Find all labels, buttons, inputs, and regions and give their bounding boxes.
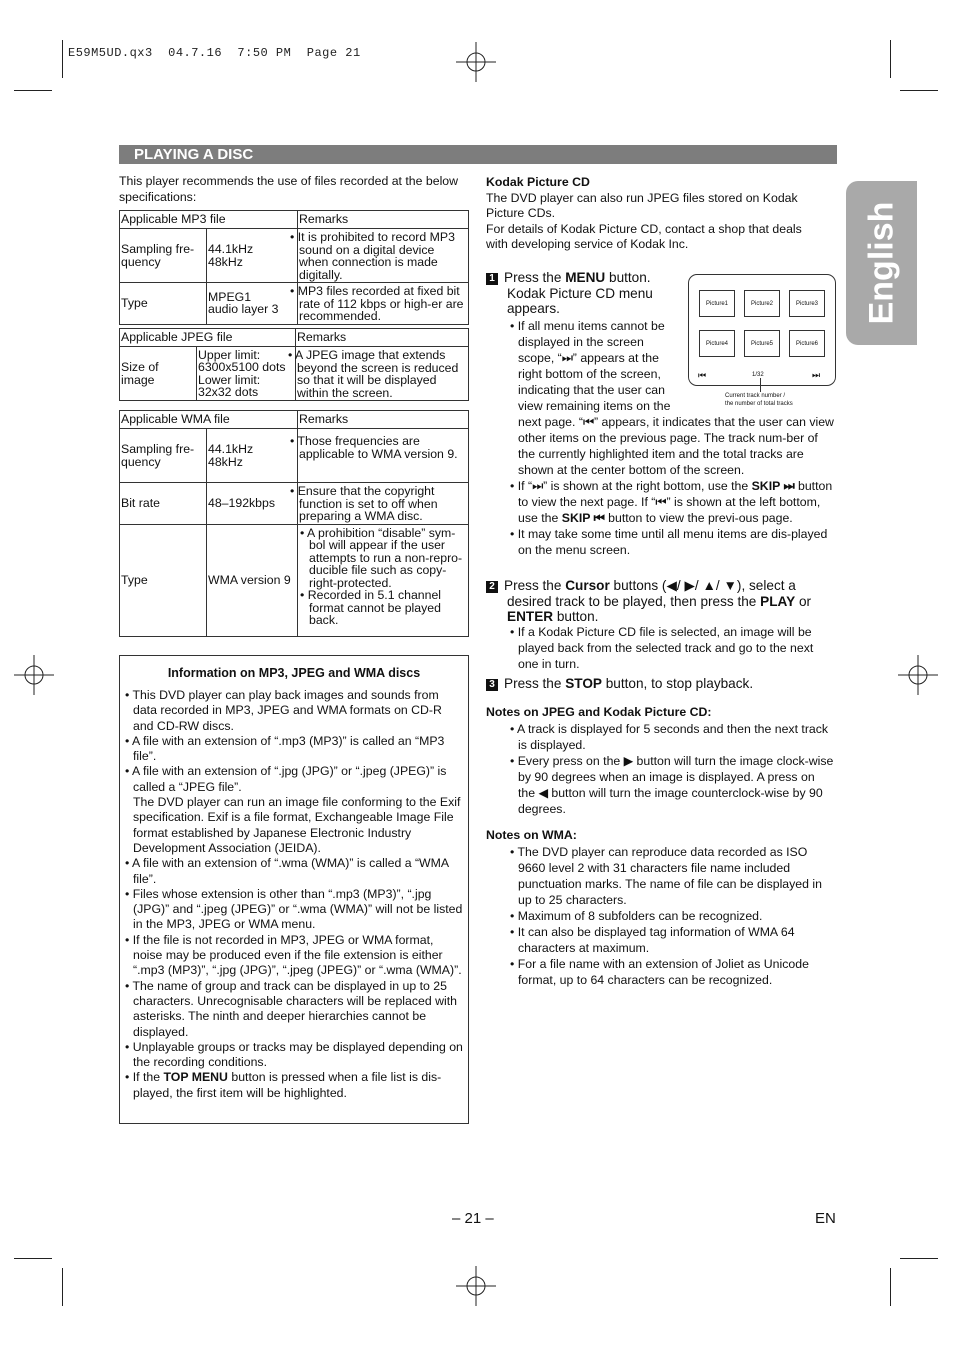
language-code: EN [815,1210,836,1227]
trim-mark [14,90,52,91]
language-tab [846,181,917,345]
table-header: Remarks [296,329,469,347]
info-list [125,688,465,1101]
file-slug: E59M5UD.qx3 04.7.16 7:50 PM Page 21 [68,46,361,60]
prev-page-icon: ⏮ [698,370,707,380]
step-2-bullets [510,624,834,672]
remark-text: • A prohibition “disable” sym-bol will appear if the user attempts to run a non-repro-ducible file such as copy-right-protected. [300,525,463,590]
trim-mark [14,1258,52,1259]
mp3-spec-table [119,210,469,325]
step-number: 3 [486,679,498,691]
list-item: • A file with an extension of “.mp3 (MP3)” is called an “MP3 file”. [125,733,445,764]
list-item: • The name of group and track can be displayed in up to 25 characters. Unrecognisable characters will be replaced with asterisks. The ninth and deeper hierarchies cannot be displayed. [125,978,457,1039]
thumbnail: Picture4 [699,330,735,357]
list-item: • If the file is not recorded in MP3, JPEG or WMA format, noise may be produced even if the file extension is either “.mp3 (MP3)”, “.jpg (JPG)”, “.jpeg (JPEG)” or “.wma (WMA)”. [125,932,462,978]
table-cell [298,524,469,636]
registration-mark [456,1266,496,1306]
trim-mark [900,90,938,91]
table-cell: 48–192kbps [207,483,298,525]
kodak-title: Kodak Picture CD [486,175,590,189]
language-tab-label: English [862,201,900,325]
step-number: 1 [486,273,498,285]
registration-mark [14,655,54,695]
table-cell: Type [120,524,207,636]
trim-mark [900,1258,938,1259]
thumbnail: Picture5 [744,330,780,357]
section-header [119,145,837,164]
step-1-bullets [510,318,834,558]
list-item: • It can also be displayed tag information of WMA 64 characters at maximum. [510,925,795,955]
step-3: 3 Press the STOP button, to stop playback. [486,676,836,692]
table-cell: • A JPEG image that extends beyond the screen is reduced so that it will be displayed within the screen. [296,347,469,401]
list-item: • Maximum of 8 subfolders can be recognized. [510,909,763,923]
table-cell: WMA version 9 [207,524,298,636]
intro-text: This player recommends the use of files recorded at the below specifications: [119,174,459,204]
table-header: Remarks [298,211,469,229]
trim-mark [62,1268,63,1306]
list-item: • A file with an extension of “.wma (WMA)” is called a “WMA file”. [125,856,449,886]
next-page-icon: ⏭ [812,370,821,380]
info-box-title: Information on MP3, JPEG and WMA discs [167,666,421,680]
table-cell: Type [120,283,207,325]
list-item: • For a file name with an extension of Joliet as Unicode format, up to 64 characters can be recognized. [510,957,809,987]
kodak-paragraph: For details of Kodak Picture CD, contact a shop that deals with developing service of Kodak Inc. [486,221,802,251]
trim-mark [890,40,891,78]
list-item: • Every press on the ▶ button will turn the image clock-wise by 90 degrees when an image is displayed. A press on the ◀ button will turn the image counterclock-wise by 90 degrees. [510,754,834,816]
kodak-section [486,175,826,253]
list-item: The DVD player can run an image file conforming to the Exif specification. Exif is a file format, Exchangeable Image File format established by Japanese Electronic Industry Development Association (JEIDA). [133,795,461,855]
list-item: • Files whose extension is other than “.mp3 (MP3)”, “.jpg (JPG)” and “.jpeg (JPEG)” or “.wma (WMA)” will not be listed in the MP3, JPEG or WMA menu. [125,886,463,932]
list-item: • If “⏭” is shown at the right bottom, use the SKIP ⏭ button to view the next page. If “⏮” is shown at the left bottom, use the SKIP ⏮ button to view the previ-ous page. [510,479,833,525]
table-cell: 44.1kHz 48kHz [207,429,298,483]
table-cell: MPEG1 audio layer 3 [207,283,298,325]
table-cell: Bit rate [120,483,207,525]
notes-wma-title: Notes on WMA: [486,828,577,842]
list-item: • If all menu items cannot be displayed in the screen scope, “⏭” appears at the right bottom of the screen, indicating that the user can view remaining items on the next page. “⏮” appears, it indicates that the user can view other items on the previous page. The track num-ber of the currently highlighted item and the total tracks are shown at the center bottom of the screen. [510,319,834,477]
table-header: Applicable MP3 file [120,211,298,229]
thumbnail: Picture1 [699,290,735,317]
thumbnail: Picture2 [744,290,780,317]
thumbnail: Picture6 [789,330,825,357]
step-number: 2 [486,581,498,593]
trim-mark [890,1268,891,1306]
list-item: • If a Kodak Picture CD file is selected, an image will be played back from the selected track and go to the next one in turn. [510,625,814,671]
track-counter: 1/32 [752,372,764,378]
thumbnail: Picture3 [789,290,825,317]
info-box [119,655,469,1124]
list-item: • A file with an extension of “.jpg (JPG)” or “.jpeg (JPEG)” is called a “JPEG file”. [125,764,447,794]
remark-text: • Recorded in 5.1 channel format cannot be played back. [300,588,442,627]
page-number: – 21 – [452,1210,494,1227]
trim-mark [62,40,63,78]
table-cell: Sampling fre- quency [120,429,207,483]
jpeg-spec-table [119,328,469,401]
section-title: PLAYING A DISC [134,146,254,163]
list-item: • This DVD player can play back images and sounds from data recorded in MP3, JPEG and WMA formats on CD-R and CD-RW discs. [125,688,442,733]
wma-spec-table [119,410,469,637]
list-item: • If the TOP MENU button is pressed when a file list is dis-played, the first item will be highlighted. [125,1070,442,1100]
table-header: Applicable JPEG file [120,329,296,347]
registration-mark [456,42,496,82]
notes-jpeg-list [510,721,834,817]
list-item: • Unplayable groups or tracks may be displayed depending on the recording conditions. [125,1039,463,1070]
table-cell: Size of image [120,347,197,401]
table-cell: • MP3 files recorded at fixed bit rate of 112 kbps or high-er are recommended. [298,283,469,325]
table-header: Applicable WMA file [120,411,298,429]
menu-caption: Current track number / the number of total tracks [725,393,793,407]
registration-mark [898,655,938,695]
kodak-paragraph: The DVD player can also run JPEG files stored on Kodak Picture CDs. [486,190,798,220]
table-cell: • Ensure that the copyright function is set to off when preparing a WMA disc. [298,483,469,525]
table-cell: • It is prohibited to record MP3 sound on a digital device when connection is made digitally. [298,229,469,283]
list-item: • A track is displayed for 5 seconds and then the next track is displayed. [510,722,829,752]
list-item: • It may take some time until all menu items are dis-played on the menu screen. [510,527,828,557]
notes-jpeg-title: Notes on JPEG and Kodak Picture CD: [486,705,712,719]
table-cell: Upper limit: 6300x5100 dots Lower limit: 32x32 dots [197,347,296,401]
table-header: Remarks [298,411,469,429]
notes-wma-list [510,844,834,988]
list-item: • The DVD player can reproduce data recorded as ISO 9660 level 2 with 31 characters file name included punctuation marks. The name of file can be displayed in up to 25 characters. [510,845,822,907]
step-1: 1 Press the MENU button. Kodak Picture CD menu appears. [486,270,676,317]
table-cell: Sampling fre- quency [120,229,207,283]
step-2: 2 Press the Cursor buttons (◀/ ▶/ ▲/ ▼), select a desired track to be played, then press the PLAY or ENTER button. [486,578,836,625]
table-cell: 44.1kHz 48kHz [207,229,298,283]
table-cell: • Those frequencies are applicable to WMA version 9. [298,429,469,483]
